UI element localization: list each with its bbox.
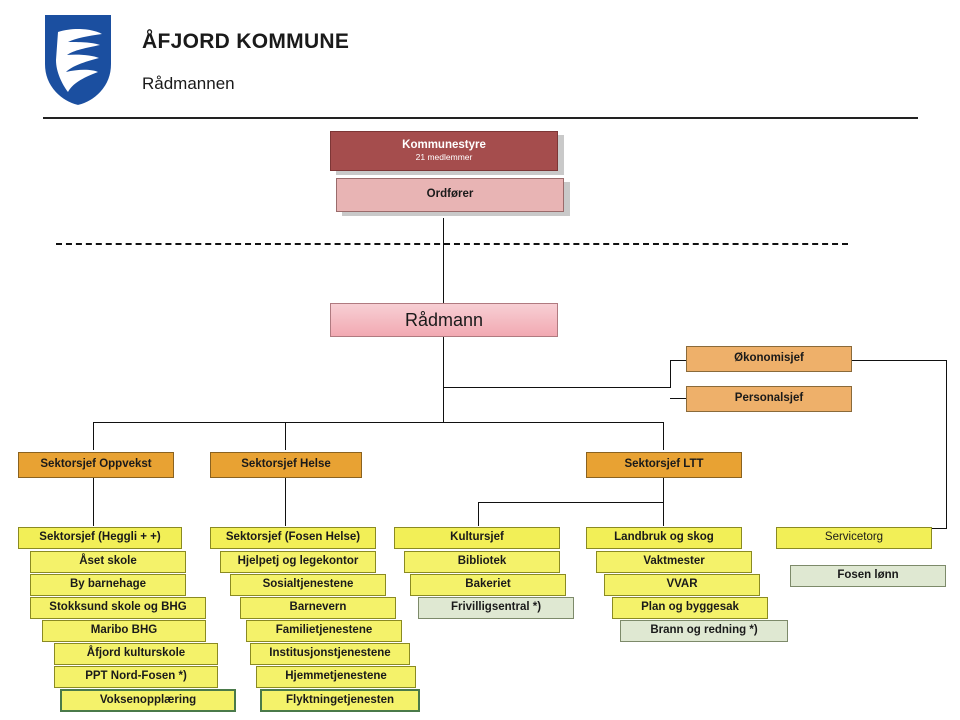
node-kommunestyre-sub: 21 medlemmer bbox=[415, 152, 473, 163]
political-admin-divider bbox=[56, 243, 848, 245]
node-barnevern-label: Barnevern bbox=[289, 601, 347, 614]
node-ordforer[interactable] bbox=[336, 178, 564, 212]
node-vvar-label: VVAR bbox=[666, 578, 698, 591]
node-brann-og-redning[interactable] bbox=[620, 620, 788, 642]
node-sektorsjef-oppvekst[interactable] bbox=[18, 452, 174, 478]
node-maribo-bhg-label: Maribo BHG bbox=[90, 624, 158, 637]
node-sektorsjef-heggli[interactable] bbox=[18, 527, 182, 549]
node-kultursjef-label: Kultursjef bbox=[450, 531, 504, 544]
node-kommunestyre[interactable] bbox=[330, 131, 558, 171]
connector-helse-col bbox=[285, 478, 286, 526]
node-vvar[interactable] bbox=[604, 574, 760, 596]
node-sektorsjef-ltt[interactable] bbox=[586, 452, 742, 478]
node-barnevern[interactable] bbox=[240, 597, 396, 619]
node-aset-skole[interactable] bbox=[30, 551, 186, 573]
node-plan-og-byggesak[interactable] bbox=[612, 597, 768, 619]
node-sektorsjef-ltt-label: Sektorsjef LTT bbox=[624, 458, 704, 471]
node-familietjenestene-label: Familietjenestene bbox=[275, 624, 373, 637]
node-sektorsjef-helse-label: Sektorsjef Helse bbox=[241, 458, 331, 471]
node-frivilligsentral[interactable] bbox=[418, 597, 574, 619]
node-institusjonstjenestene[interactable] bbox=[250, 643, 410, 665]
node-radmann-label: Rådmann bbox=[404, 309, 484, 330]
node-hjelpetj-legekontor[interactable] bbox=[220, 551, 376, 573]
node-by-barnehage[interactable] bbox=[30, 574, 186, 596]
connector-staff-vert bbox=[670, 360, 671, 388]
node-stokksund-skole-label: Stokksund skole og BHG bbox=[49, 601, 187, 614]
node-institusjonstjenestene-label: Institusjonstjenestene bbox=[269, 647, 391, 660]
node-ppt-nord-fosen-label: PPT Nord-Fosen *) bbox=[85, 670, 187, 683]
node-stokksund-skole[interactable] bbox=[30, 597, 206, 619]
coat-of-arms-shield-icon bbox=[42, 12, 114, 108]
node-brann-og-redning-label: Brann og redning *) bbox=[650, 624, 758, 637]
node-okonomisjef-label: Økonomisjef bbox=[734, 352, 804, 365]
node-bakeriet-label: Bakeriet bbox=[465, 578, 511, 591]
node-vaktmester[interactable] bbox=[596, 551, 752, 573]
node-aset-skole-label: Åset skole bbox=[79, 555, 137, 568]
connector-sector-helse bbox=[285, 422, 286, 450]
node-hjelpetj-legekontor-label: Hjelpetj og legekontor bbox=[237, 555, 359, 568]
node-hjemmetjenestene[interactable] bbox=[256, 666, 416, 688]
node-kultursjef[interactable] bbox=[394, 527, 560, 549]
node-bakeriet[interactable] bbox=[410, 574, 566, 596]
node-vaktmester-label: Vaktmester bbox=[643, 555, 705, 568]
node-sektorsjef-helse[interactable] bbox=[210, 452, 362, 478]
connector-kultur-down bbox=[478, 502, 479, 526]
node-radmann[interactable] bbox=[330, 303, 558, 337]
node-fosen-lonn-label: Fosen lønn bbox=[837, 569, 899, 582]
node-sosialtjenestene[interactable] bbox=[230, 574, 386, 596]
connector-sector-ltt bbox=[663, 422, 664, 450]
node-sektorsjef-fosen-helse[interactable] bbox=[210, 527, 376, 549]
node-fosen-lonn[interactable] bbox=[790, 565, 946, 587]
connector-bus-down bbox=[443, 387, 444, 422]
page-title: ÅFJORD KOMMUNE bbox=[142, 30, 350, 53]
node-ppt-nord-fosen[interactable] bbox=[54, 666, 218, 688]
connector-sector-bus bbox=[93, 422, 663, 423]
node-servicetorg[interactable] bbox=[776, 527, 932, 549]
node-sektorsjef-fosen-helse-label: Sektorsjef (Fosen Helse) bbox=[225, 531, 361, 544]
node-flyktningetjenesten[interactable] bbox=[260, 689, 420, 712]
connector-right-top bbox=[852, 360, 947, 361]
node-landbruk-og-skog[interactable] bbox=[586, 527, 742, 549]
node-familietjenestene[interactable] bbox=[246, 620, 402, 642]
node-ordforer-label: Ordfører bbox=[426, 188, 474, 201]
node-maribo-bhg[interactable] bbox=[42, 620, 206, 642]
node-sosialtjenestene-label: Sosialtjenestene bbox=[262, 578, 354, 591]
node-frivilligsentral-label: Frivilligsentral *) bbox=[450, 601, 542, 614]
connector-ltt-kultur bbox=[478, 502, 664, 503]
node-bibliotek[interactable] bbox=[404, 551, 560, 573]
node-plan-og-byggesak-label: Plan og byggesak bbox=[641, 601, 739, 614]
node-personalsjef-label: Personalsjef bbox=[734, 392, 804, 405]
connector-okonomisjef bbox=[670, 360, 686, 361]
connector-radmann-bus bbox=[443, 335, 444, 387]
node-personalsjef[interactable] bbox=[686, 386, 852, 412]
node-afjord-kulturskole-label: Åfjord kulturskole bbox=[86, 647, 186, 660]
node-sektorsjef-heggli-label: Sektorsjef (Heggli + +) bbox=[39, 531, 161, 544]
node-voksenopplaering-label: Voksenopplæring bbox=[99, 693, 197, 706]
connector-right-down bbox=[946, 360, 947, 528]
node-servicetorg-label: Servicetorg bbox=[824, 531, 884, 544]
connector-bus-staff bbox=[443, 387, 671, 388]
node-kommunestyre-label: Kommunestyre bbox=[402, 139, 486, 151]
connector-ordforer-radmann bbox=[443, 218, 444, 306]
node-landbruk-og-skog-label: Landbruk og skog bbox=[614, 531, 714, 544]
page-subtitle: Rådmannen bbox=[142, 74, 235, 93]
node-hjemmetjenestene-label: Hjemmetjenestene bbox=[285, 670, 387, 683]
node-by-barnehage-label: By barnehage bbox=[69, 578, 147, 591]
connector-sector-oppvekst bbox=[93, 422, 94, 450]
node-afjord-kulturskole[interactable] bbox=[54, 643, 218, 665]
node-okonomisjef[interactable] bbox=[686, 346, 852, 372]
node-flyktningetjenesten-label: Flyktningetjenesten bbox=[286, 693, 394, 706]
header-divider bbox=[43, 117, 918, 119]
connector-oppvekst-col bbox=[93, 478, 94, 526]
node-voksenopplaering[interactable] bbox=[60, 689, 236, 712]
node-bibliotek-label: Bibliotek bbox=[457, 555, 507, 568]
connector-personalsjef bbox=[670, 398, 686, 399]
node-sektorsjef-oppvekst-label: Sektorsjef Oppvekst bbox=[40, 458, 152, 471]
